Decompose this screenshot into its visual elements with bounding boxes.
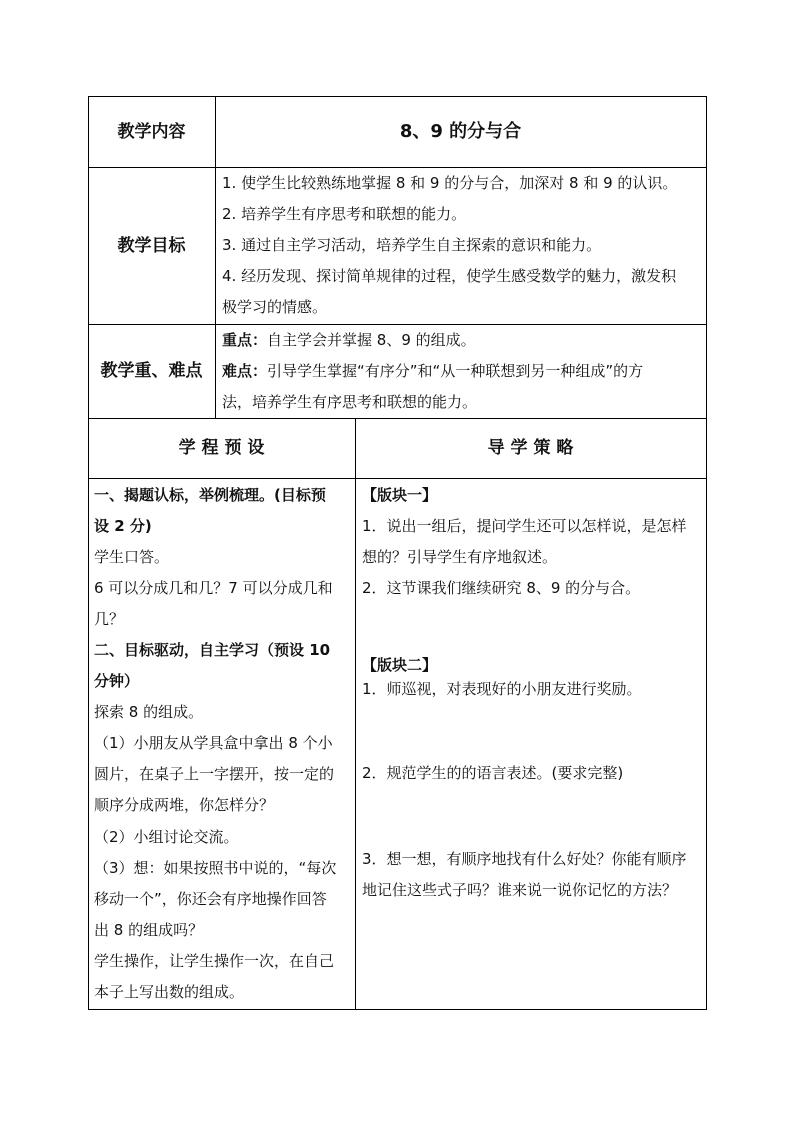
process-line: （3）想：如果按照书中说的，“每次 (94, 859, 337, 877)
table-border-top (88, 96, 707, 97)
process-line: 几？ (94, 610, 125, 628)
difficulty-title: 难点： (222, 362, 268, 380)
process-line: 本子上写出数的组成。 (94, 983, 245, 1001)
process-line: 学生操作，让学生操作一次，在自己 (94, 952, 335, 970)
objective-line: 1. 使学生比较熟练地掌握 8 和 9 的分与合，加深对 8 和 9 的认识。 (222, 174, 678, 192)
table-border-bottom (88, 1009, 707, 1010)
focus-text: 自主学会并掌握 8、9 的组成。 (267, 331, 476, 349)
process-line: 一、揭题认标，举例梳理。(目标预 (94, 486, 326, 504)
difficulty-line (222, 356, 643, 386)
process-line: 6 可以分成几和几？7 可以分成几和 (94, 579, 333, 597)
process-line: （1）小朋友从学具盒中拿出 8 个小 (94, 734, 333, 752)
content-title: 8、9 的分与合 (399, 121, 522, 142)
process-line: 二、目标驱动，自主学习（预设 10 (94, 641, 331, 659)
objective-line: 极学习的情感。 (222, 298, 328, 316)
objective-line: 2. 培养学生有序思考和联想的能力。 (222, 205, 467, 223)
process-line: 学生口答。 (94, 548, 170, 566)
strategy-line: 2．规范学生的的语言表述。(要求完整) (362, 764, 624, 782)
row-divider-3 (88, 418, 707, 419)
strategy-line: 【版块一】 (362, 486, 438, 504)
process-line: 圆片，在桌子上一字摆开，按一定的 (94, 765, 335, 783)
process-line: 顺序分成两堆，你怎样分？ (94, 796, 275, 814)
focus-title: 重点： (222, 331, 268, 349)
process-line: （2）小组讨论交流。 (94, 828, 239, 846)
row-divider-4 (88, 478, 707, 479)
left-column-header: 学 程 预 设 (178, 438, 265, 458)
strategy-line: 【版块二】 (362, 656, 438, 674)
strategy-line: 3．想一想，有顺序地找有什么好处？你能有顺序 (362, 850, 687, 868)
difficulty-line-2: 法，培养学生有序思考和联想的能力。 (222, 393, 478, 411)
process-line: 移动一个”，你还会有序地操作回答 (94, 890, 327, 908)
focus-line (222, 325, 476, 355)
key-points-label: 教学重、难点 (100, 361, 203, 381)
strategy-line: 1．说出一组后，提问学生还可以怎样说，是怎样 (362, 517, 687, 535)
two-column-divider (355, 418, 356, 1010)
strategy-line: 地记住这些式子吗？谁来说一说你记忆的方法？ (362, 881, 678, 899)
objective-line: 3. 通过自主学习活动，培养学生自主探索的意识和能力。 (222, 236, 602, 254)
content-label: 教学内容 (117, 122, 186, 142)
process-line: 设 2 分) (94, 517, 152, 535)
process-line: 分钟） (94, 672, 140, 690)
objectives-label: 教学目标 (117, 236, 186, 256)
difficulty-text: 引导学生掌握“有序分”和“从一种联想到另一种组成”的方 (267, 362, 644, 380)
table-border-right (706, 96, 707, 1010)
objectives-list (222, 168, 702, 323)
process-line: 出 8 的组成吗？ (94, 921, 204, 939)
process-line: 探索 8 的组成。 (94, 703, 204, 721)
objective-line: 4. 经历发现、探讨简单规律的过程，使学生感受数学的魅力，激发积 (222, 267, 677, 285)
strategy-line: 1．师巡视，对表现好的小朋友进行奖励。 (362, 680, 642, 698)
strategy-line: 想的？引导学生有序地叙述。 (362, 548, 558, 566)
strategy-line: 2．这节课我们继续研究 8、9 的分与合。 (362, 579, 641, 597)
right-column-header: 导 学 策 略 (487, 438, 574, 458)
